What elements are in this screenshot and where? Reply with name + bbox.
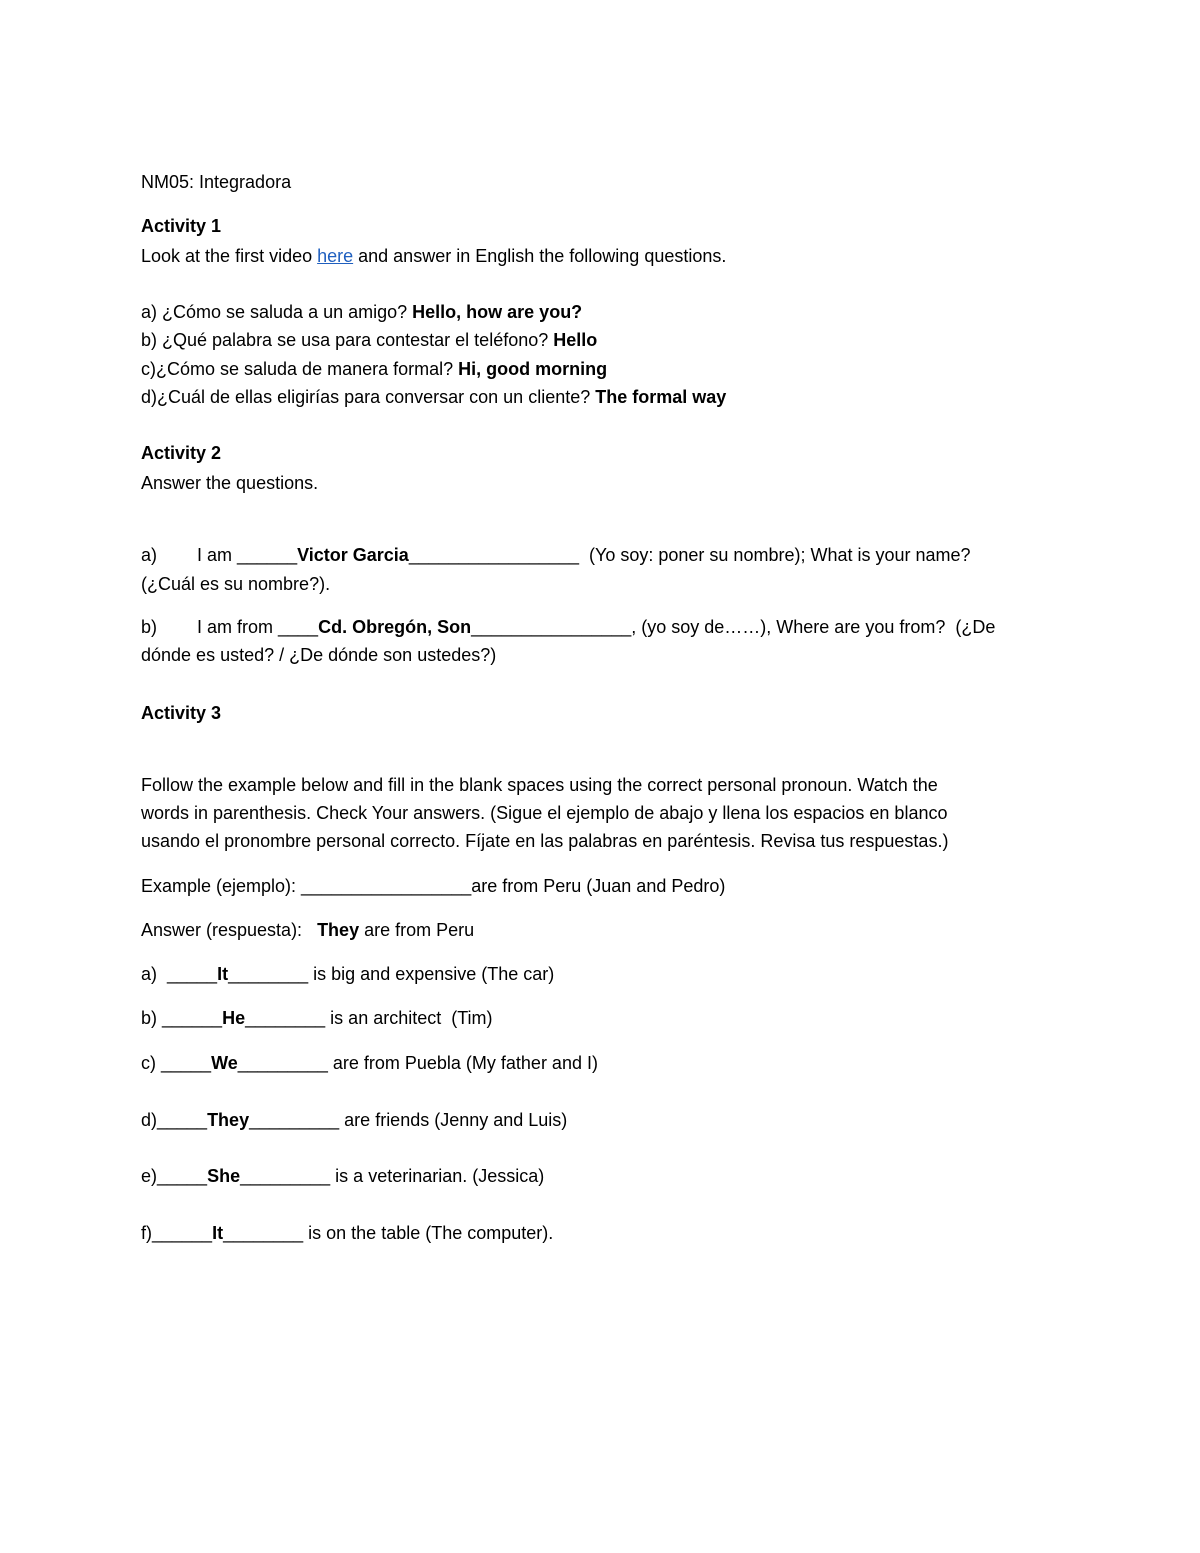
item-post: _________ are friends (Jenny and Luis) <box>249 1110 568 1130</box>
item-pre: d)_____ <box>141 1110 208 1130</box>
question-text: c)¿Cómo se saluda de manera formal? <box>141 359 459 379</box>
activity2-item-b <box>141 615 995 639</box>
activity1-heading: Activity 1 <box>141 216 222 236</box>
activity1-intro-after: and answer in English the following questions. <box>353 246 727 266</box>
document-page <box>141 0 1061 1553</box>
item-word: We <box>211 1053 238 1073</box>
item-word: They <box>207 1110 250 1130</box>
activity3-item-c <box>141 1051 598 1075</box>
document-title: NM05: Integradora <box>141 172 292 192</box>
activity2-item-b-line2: dónde es usted? / ¿De dónde son ustedes?) <box>141 645 497 665</box>
item-pre: f)______ <box>141 1223 213 1243</box>
activity2-item-a <box>141 543 971 567</box>
item-word: He <box>222 1008 246 1028</box>
activity3-item-b <box>141 1006 493 1030</box>
item-word: It <box>217 964 229 984</box>
question-text: a) ¿Cómo se saluda a un amigo? <box>141 302 413 322</box>
item-post: ________ is big and expensive (The car) <box>228 964 555 984</box>
activity2-item-a-line2: (¿Cuál es su nombre?). <box>141 574 331 594</box>
item-post: _________ are from Puebla (My father and I) <box>237 1053 598 1073</box>
activity1-question-b <box>141 328 597 352</box>
activity3-instructions-line1: Follow the example below and fill in the blank spaces using the correct personal pronoun. Watch the <box>141 775 938 795</box>
activity2-intro: Answer the questions. <box>141 473 319 493</box>
question-answer: Hello <box>553 330 598 350</box>
activity2-heading: Activity 2 <box>141 443 222 463</box>
item-post: ________________, (yo soy de……), Where are you from? (¿De <box>471 617 996 637</box>
item-post: _________________ (Yo soy: poner su nombre); What is your name? <box>408 545 971 565</box>
answer-bold: They <box>317 920 360 940</box>
item-pre: a) _____ <box>141 964 218 984</box>
activity3-item-e <box>141 1164 544 1188</box>
item-answer: Cd. Obregón, Son <box>318 617 472 637</box>
item-post: ________ is on the table (The computer). <box>223 1223 554 1243</box>
video-link[interactable]: here <box>317 246 354 266</box>
activity3-heading: Activity 3 <box>141 703 222 723</box>
activity3-instructions-line2: words in parenthesis. Check Your answers. (Sigue el ejemplo de abajo y llena los espacios en blanco <box>141 803 948 823</box>
item-label: b) <box>141 617 158 637</box>
activity1-question-c <box>141 357 607 381</box>
activity3-item-d <box>141 1108 567 1132</box>
question-text: d)¿Cuál de ellas eligirías para conversar con un cliente? <box>141 387 596 407</box>
item-post: ________ is an architect (Tim) <box>245 1008 493 1028</box>
activity1-question-d <box>141 385 726 409</box>
question-answer: Hi, good morning <box>458 359 608 379</box>
activity1-intro <box>141 244 726 268</box>
answer-rest: are from Peru <box>359 920 475 940</box>
answer-label: Answer (respuesta): <box>141 920 318 940</box>
item-answer: Victor Garcia <box>297 545 409 565</box>
item-word: She <box>207 1166 241 1186</box>
activity3-item-f <box>141 1221 553 1245</box>
activity1-intro-before: Look at the first video <box>141 246 318 266</box>
item-word: It <box>212 1223 224 1243</box>
activity3-answer-example <box>141 918 474 942</box>
question-text: b) ¿Qué palabra se usa para contestar el teléfono? <box>141 330 554 350</box>
item-pre: I am ______ <box>197 545 298 565</box>
question-answer: The formal way <box>595 387 727 407</box>
activity3-example: Example (ejemplo): _________________are from Peru (Juan and Pedro) <box>141 876 726 896</box>
item-post: _________ is a veterinarian. (Jessica) <box>240 1166 545 1186</box>
activity1-question-a <box>141 300 582 324</box>
item-pre: c) _____ <box>141 1053 212 1073</box>
item-pre: b) ______ <box>141 1008 223 1028</box>
item-pre: e)_____ <box>141 1166 208 1186</box>
item-pre: I am from ____ <box>197 617 319 637</box>
item-label: a) <box>141 545 158 565</box>
activity3-item-a <box>141 962 554 986</box>
activity3-instructions-line3: usando el pronombre personal correcto. Fíjate en las palabras en paréntesis. Revisa tus respuestas.) <box>141 831 949 851</box>
question-answer: Hello, how are you? <box>412 302 583 322</box>
